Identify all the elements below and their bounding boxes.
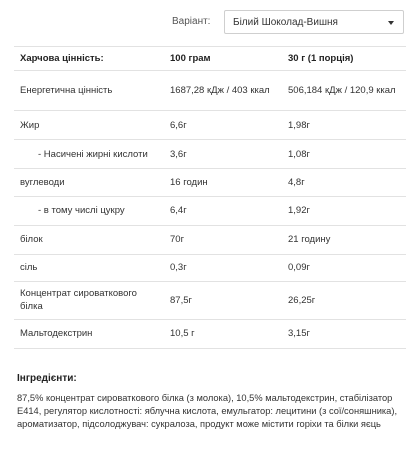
value-per-100g: 16 годин <box>164 169 282 197</box>
value-per-100g: 70г <box>164 225 282 254</box>
value-per-serving: 1,08г <box>282 140 406 169</box>
header-per-serving: 30 г (1 порція) <box>282 47 406 71</box>
value-per-serving: 3,15г <box>282 319 406 348</box>
nutrient-name: Концентрат сироваткового білка <box>14 282 164 320</box>
value-per-serving: 4,8г <box>282 169 406 197</box>
value-per-100g: 6,4г <box>164 196 282 225</box>
nutrient-name: сіль <box>14 254 164 282</box>
value-per-100g: 6,6г <box>164 111 282 140</box>
nutrient-name: - в тому числі цукру <box>14 196 164 225</box>
variant-row <box>0 10 417 34</box>
nutrient-name: Мальтодекстрин <box>14 319 164 348</box>
value-per-serving: 1,98г <box>282 111 406 140</box>
nutrient-name: вуглеводи <box>14 169 164 197</box>
value-per-serving: 506,184 кДж / 120,9 ккал <box>282 71 406 111</box>
ingredients-text: 87,5% концентрат сироваткового білка (з молока), 10,5% мальтодекстрин, стабілізатор E414, регулятор кислотності: яблучна кислота, емульгатор: лецитини (з сої/соняшника), ароматизатор, підсолоджувач: сукралоза, продукт може містити горіхи та білки яєць <box>17 393 398 429</box>
table-row <box>14 196 406 225</box>
nutrient-name: білок <box>14 225 164 254</box>
table-row <box>14 319 406 348</box>
table-header-row <box>14 47 406 71</box>
table-row <box>14 254 406 282</box>
table-row <box>14 282 406 320</box>
ingredients-title: Інгредієнти: <box>17 373 77 384</box>
value-per-serving: 21 годину <box>282 225 406 254</box>
value-per-100g: 87,5г <box>164 282 282 320</box>
nutrient-name: Енергетична цінність <box>14 71 164 111</box>
header-per-100g: 100 грам <box>164 47 282 71</box>
value-per-100g: 0,3г <box>164 254 282 282</box>
table-row <box>14 225 406 254</box>
value-per-serving: 26,25г <box>282 282 406 320</box>
value-per-serving: 1,92г <box>282 196 406 225</box>
value-per-100g: 10,5 г <box>164 319 282 348</box>
nutrition-table <box>14 46 406 349</box>
value-per-serving: 0,09г <box>282 254 406 282</box>
table-row <box>14 140 406 169</box>
table-row <box>14 169 406 197</box>
variant-label: Варіант: <box>172 16 211 27</box>
header-nutrient: Харчова цінність: <box>14 47 164 71</box>
table-row <box>14 71 406 111</box>
value-per-100g: 3,6г <box>164 140 282 169</box>
nutrient-name: Жир <box>14 111 164 140</box>
variant-selected-value: Білий Шоколад-Вишня <box>233 17 338 28</box>
table-row <box>14 111 406 140</box>
value-per-100g: 1687,28 кДж / 403 ккал <box>164 71 282 111</box>
variant-select[interactable] <box>224 10 404 34</box>
chevron-down-icon <box>388 21 394 25</box>
nutrient-name: - Насичені жирні кислоти <box>14 140 164 169</box>
